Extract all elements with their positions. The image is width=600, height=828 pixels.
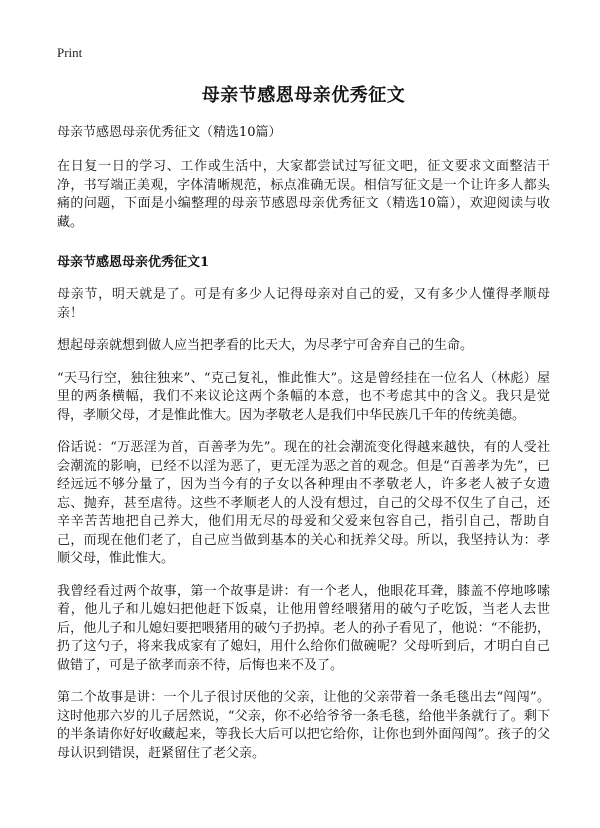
paragraph-3: “天马行空，独往独来”、“克己复礼，惟此惟大”。这是曾经挂在一位名人（林彪）屋里的两条横幅，我们不来议论这两个条幅的本意，也不考虑其中的含义。我只是觉得，孝顺父母，才是惟此惟大。因为孝敬老人是我们中华民族几千年的传统美德。 xyxy=(57,370,550,423)
paragraph-5: 我曾经看过两个故事，第一个故事是讲：有一个老人，他眼花耳聋，膝盖不停地哆嗦着，他儿子和儿媳妇把他赶下饭桌，让他用曾经喂猪用的破勺子吃饭，当老人去世后，他儿子和儿媳妇要把喂猪用的破勺子扔掉。老人的孙子看见了，他说：“不能扔，扔了这勺子，将来我成家有了媳妇，用什么给你们做碗呢？父母听到后，才明白自己做错了，可是子欲孝而亲不待，后悔也来不及了。 xyxy=(57,583,550,673)
paragraph-2: 想起母亲就想到做人应当把孝看的比天大，为尽孝宁可舍弃自己的生命。 xyxy=(57,338,474,353)
paragraph-6: 第二个故事是讲：一个儿子很讨厌他的父亲，让他的父亲带着一条毛毯出去“闯闯”。这时他那六岁的儿子居然说，“父亲，你不必给爷爷一条毛毯，给他半条就行了。剩下的半条请你好好收藏起来，等我长大后可以把它给你，让你也到外面闯闯”。孩子的父母认识到错误，赶紧留住了老父亲。 xyxy=(57,690,550,761)
document-title: 母亲节感恩母亲优秀征文 xyxy=(201,85,406,106)
document-subtitle: 母亲节感恩母亲优秀征文（精选10篇） xyxy=(57,125,282,140)
paragraph-4: 俗话说：“万恶淫为首，百善孝为先”。现在的社会潮流变化得越来越快，有的人受社会潮流的影响，已经不以淫为恶了，更无淫为恶之首的观念。但是“百善孝为先”，已经远远不够分量了，因为当今有的子女以各种理由不孝敬老人，许多老人被子女遗忘、抛弃，甚至虐待。这些不孝顺老人的人没有想过，自己的父母不仅生了自己，还辛辛苦苦地把自己养大，他们用无尽的母爱和父爱来包容自己，指引自己，帮助自己，而现在他们老了，自己应当做到基本的关心和抚养父母。所以，我坚持认为：孝顺父母，惟此惟大。 xyxy=(57,440,550,566)
print-link[interactable]: Print xyxy=(57,45,83,60)
paragraph-1: 母亲节，明天就是了。可是有多少人记得母亲对自己的爱，又有多少人懂得孝顺母亲！ xyxy=(57,287,550,321)
section-heading: 母亲节感恩母亲优秀征文1 xyxy=(57,255,210,270)
intro-paragraph: 在日复一日的学习、工作或生活中，大家都尝试过写征文吧，征文要求文面整洁干净，书写端正美观，字体清晰规范，标点准确无误。相信写征文是一个让许多人都头痛的问题，下面是小编整理的母亲节感恩母亲优秀征文（精选10篇），欢迎阅读与收藏。 xyxy=(57,159,550,230)
